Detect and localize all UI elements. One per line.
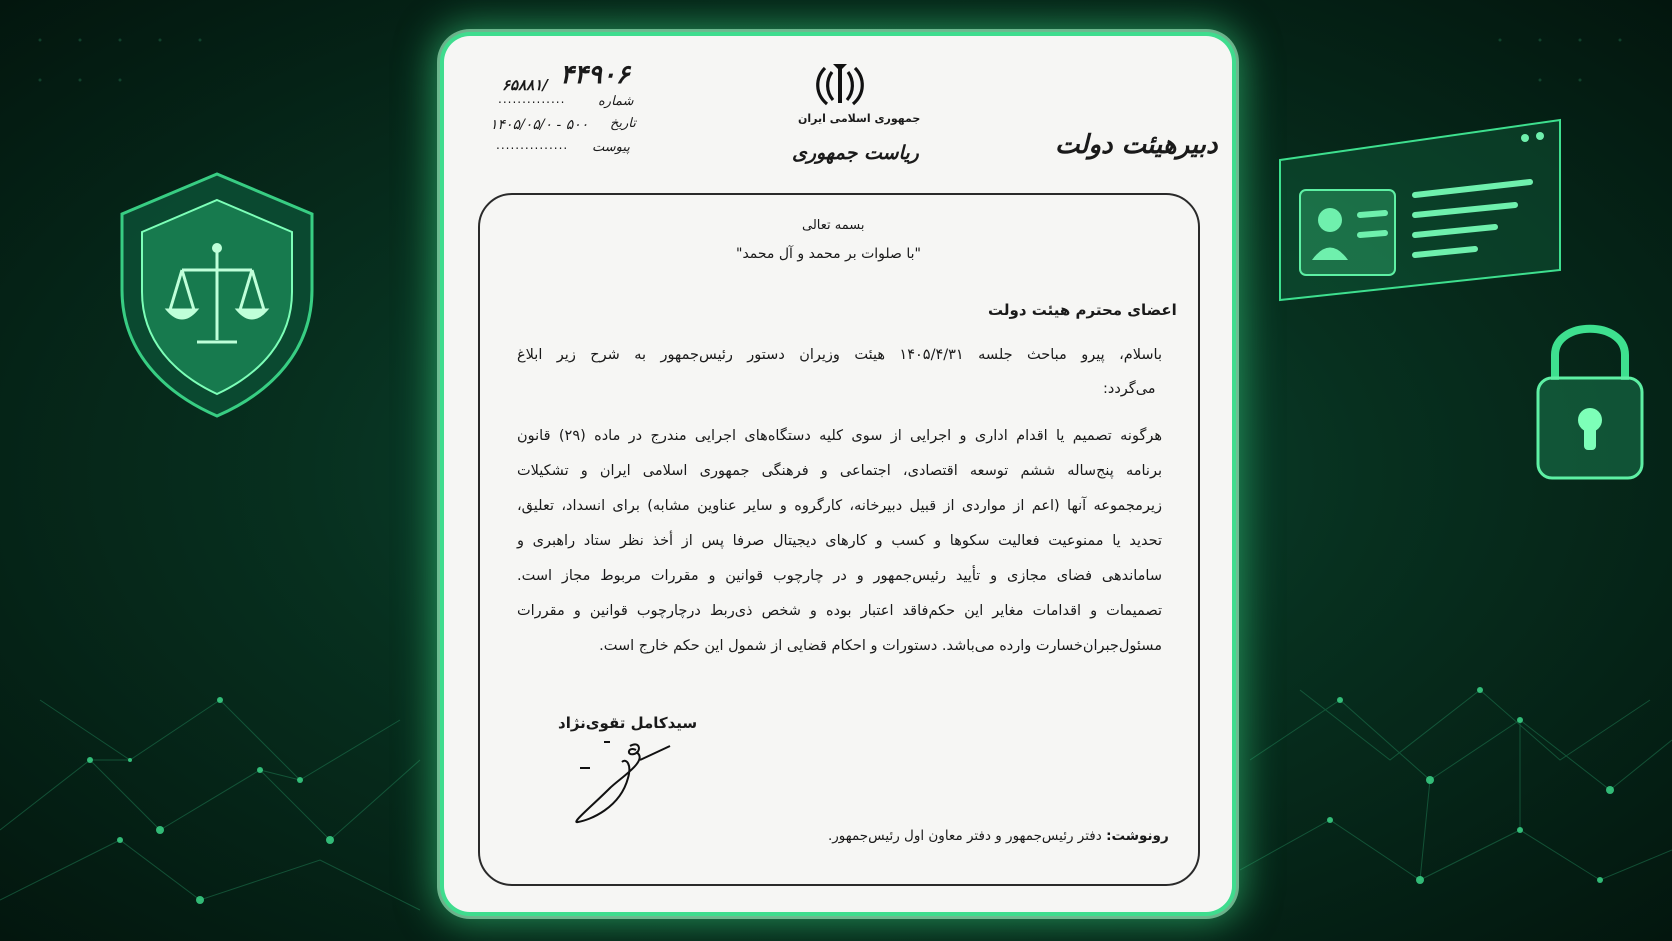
label-date: تاریخ <box>610 116 636 131</box>
signature-icon <box>570 738 680 828</box>
addressee: اعضای محترم هیئت دولت <box>988 301 1177 319</box>
letter-number-small: ۶۵۸۸۱/ <box>502 76 548 94</box>
intro-line-2: می‌گردد: <box>1103 381 1156 397</box>
emblem-title: ریاست جمهوری <box>792 142 919 164</box>
cc-line <box>828 828 1169 844</box>
body-line: ساماندهی فضای مجازی و تأیید رئیس‌جمهور و در چارچوب قوانین و مقررات مربوط مجاز است. <box>517 568 1162 584</box>
signer-name: سیدکامل تقوی‌نژاد <box>558 714 698 732</box>
label-number: شماره <box>598 94 634 109</box>
office-title: دبیرهیئت دولت <box>1055 130 1218 160</box>
body-line: تصمیمات و اقدامات مغایر این حکم‌فاقد اعتبار بوده و شخص ذی‌ربط درچارچوب قوانین و مقررات <box>517 603 1162 619</box>
body-line: تحدید یا ممنوعیت فعالیت سکوها و کسب و کارهای دیجیتال صرفا پس از أخذ نظر ستاد راهبری و <box>517 533 1162 549</box>
dots-attachment: ............... <box>496 138 569 152</box>
label-attachment: پیوست <box>592 140 630 155</box>
emblem-caption: جمهوری اسلامی ایران <box>798 112 921 125</box>
letter-number: ۴۴۹۰۶ <box>560 60 630 90</box>
cc-text: دفتر رئیس‌جمهور و دفتر معاون اول رئیس‌جمهور. <box>828 828 1102 844</box>
iran-emblem-icon <box>815 62 865 108</box>
cc-label: رونوشت: <box>1106 828 1169 844</box>
salawat: "با صلوات بر محمد و آل محمد" <box>736 246 921 262</box>
shield-scales-icon <box>112 170 322 420</box>
intro-line-1: باسلام، پیرو مباحث جلسه ۱۴۰۵/۴/۳۱ هیئت وزیران دستور رئیس‌جمهور به شرح زیر ابلاغ <box>517 347 1162 363</box>
body-line: مسئول‌جبران‌خسارت وارده می‌باشد. دستورات و احکام قضایی از شمول این حکم خارج است. <box>599 638 1162 654</box>
body-line: هرگونه تصمیم یا اقدام اداری و اجرایی از سوی کلیه دستگاه‌های اجرایی مندرج در ماده (۲۹) قانون <box>517 428 1163 444</box>
bismillah: بسمه تعالی <box>802 218 865 233</box>
body-line: برنامه پنج‌ساله ششم توسعه اقتصادی، اجتماعی و فرهنگی جمهوری اسلامی ایران و تشکیلات <box>517 463 1162 479</box>
padlock-icon <box>1530 310 1650 490</box>
id-card-icon <box>1270 110 1570 310</box>
date-value: ۱۴۰۵/۰۵/۰ - ۵۰۰ <box>490 117 589 133</box>
dots-number: .............. <box>498 92 566 106</box>
body-line: زیرمجموعه آنها (اعم از مواردی از قبیل دبیرخانه، کارگروه و سایر عناوین مشابه) برای انسداد، تعلیق، <box>517 498 1162 514</box>
